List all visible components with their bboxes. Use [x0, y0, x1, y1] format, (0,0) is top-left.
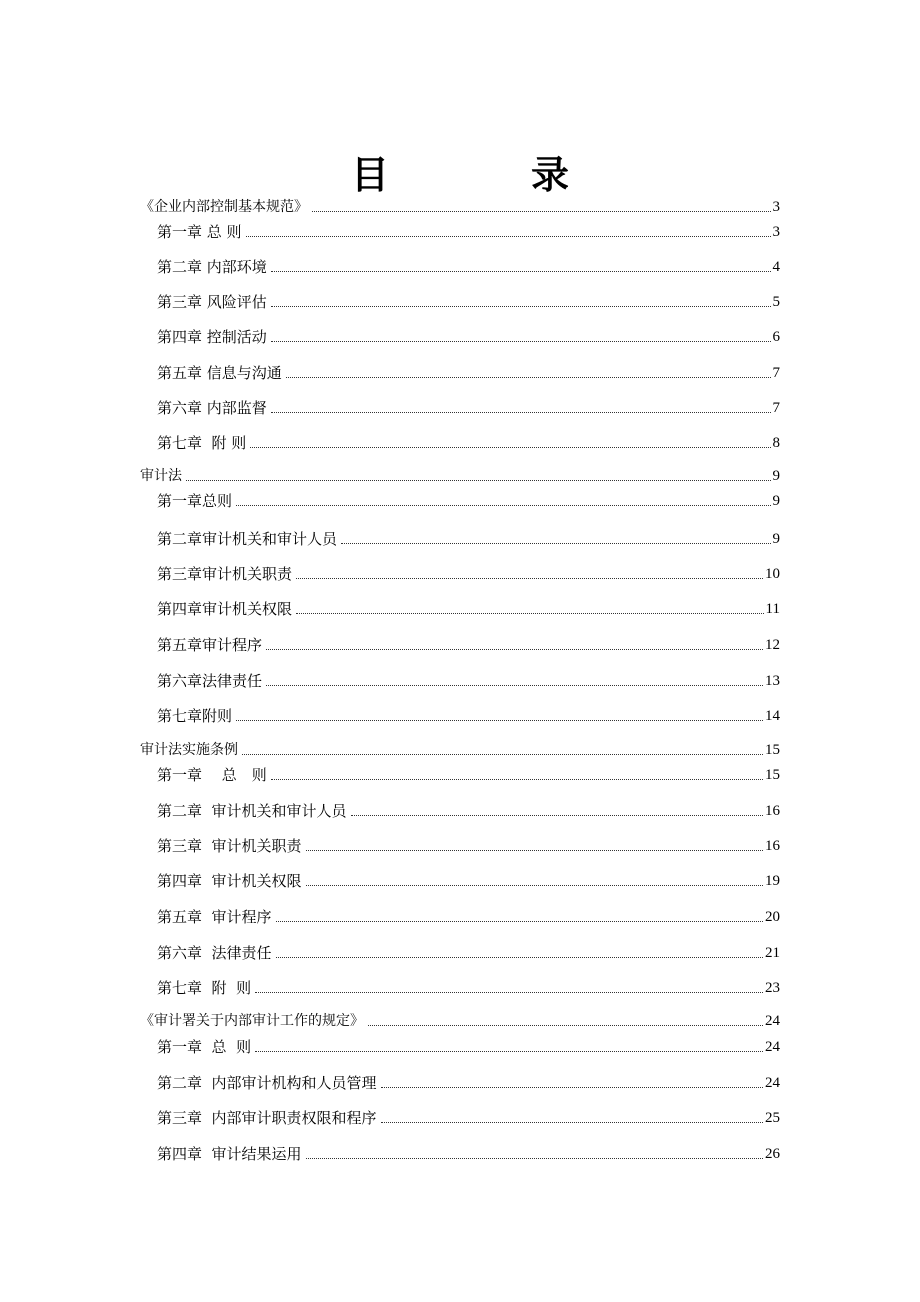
toc-page-number: 14: [765, 708, 780, 724]
toc-page-number: 16: [765, 803, 780, 819]
toc-page-number: 3: [772, 224, 780, 240]
toc-entry-title: 第五章审计程序: [157, 636, 263, 654]
toc-chapter-entry[interactable]: [157, 868, 780, 890]
toc-entry-title: 第一章 总 则: [157, 223, 242, 241]
toc-entry-title: 第六章 法律责任: [157, 944, 272, 962]
toc-leader-dots: [266, 649, 763, 650]
toc-entry-title: 第五章 信息与沟通: [157, 364, 282, 382]
toc-chapter-entry[interactable]: [157, 904, 780, 926]
toc-entry-title: 第五章 审计程序: [157, 908, 272, 926]
toc-entry-title: 第三章 内部审计职责权限和程序: [157, 1109, 377, 1127]
toc-leader-dots: [306, 885, 763, 886]
toc-leader-dots: [271, 271, 771, 272]
toc-chapter-entry[interactable]: [157, 324, 780, 346]
toc-entry-title: 第四章 审计机关权限: [157, 872, 302, 890]
toc-page-number: 20: [765, 909, 780, 925]
toc-page-number: 26: [765, 1146, 780, 1162]
toc-section-entry[interactable]: [140, 463, 780, 485]
toc-page-number: 5: [772, 294, 780, 310]
toc-page-number: 9: [772, 531, 780, 547]
toc-leader-dots: [286, 377, 771, 378]
toc-chapter-entry[interactable]: [157, 703, 780, 725]
toc-entry-title: 审计法: [140, 468, 182, 484]
toc-page-number: 8: [772, 435, 780, 451]
toc-chapter-entry[interactable]: [157, 395, 780, 417]
toc-page-number: 24: [765, 1075, 780, 1091]
toc-leader-dots: [351, 815, 763, 816]
toc-chapter-entry[interactable]: [157, 1070, 780, 1092]
toc-chapter-entry[interactable]: [157, 526, 780, 548]
toc-entry-title: 第三章 审计机关职责: [157, 837, 302, 855]
toc-page-number: 13: [765, 673, 780, 689]
toc-leader-dots: [250, 447, 770, 448]
toc-chapter-entry[interactable]: [157, 940, 780, 962]
toc-leader-dots: [296, 578, 763, 579]
toc-entry-title: 第二章 审计机关和审计人员: [157, 802, 347, 820]
toc-leader-dots: [296, 613, 764, 614]
toc-entry-title: 第二章审计机关和审计人员: [157, 530, 338, 548]
toc-page-number: 21: [765, 945, 780, 961]
toc-entry-title: 第二章 内部审计机构和人员管理: [157, 1074, 377, 1092]
toc-chapter-entry[interactable]: [157, 360, 780, 382]
toc-entry-title: 第三章审计机关职责: [157, 565, 293, 583]
toc-page-number: 6: [772, 329, 780, 345]
toc-entry-title: 第四章审计机关权限: [157, 600, 293, 618]
toc-leader-dots: [242, 754, 763, 755]
toc-chapter-entry[interactable]: [157, 596, 780, 618]
toc-entry-title: 第七章附则: [157, 707, 233, 725]
toc-chapter-entry[interactable]: [157, 975, 780, 997]
toc-page-number: 24: [765, 1013, 780, 1029]
toc-page-number: 4: [772, 259, 780, 275]
toc-page-number: 19: [765, 873, 780, 889]
toc-page-number: 9: [772, 493, 780, 509]
toc-entry-title: 第七章 附 则: [157, 434, 247, 452]
toc-section-entry[interactable]: [140, 194, 780, 216]
toc-entry-title: 第六章 内部监督: [157, 399, 267, 417]
toc-entry-title: 第四章 审计结果运用: [157, 1145, 302, 1163]
toc-leader-dots: [186, 480, 771, 481]
toc-entry-title: 第七章 附 则: [157, 979, 252, 997]
toc-chapter-entry[interactable]: [157, 254, 780, 276]
toc-leader-dots: [368, 1025, 763, 1026]
toc-page-number: 3: [772, 199, 780, 215]
toc-chapter-entry[interactable]: [157, 561, 780, 583]
toc-leader-dots: [341, 543, 770, 544]
toc-page-number: 12: [765, 637, 780, 653]
toc-chapter-entry[interactable]: [157, 1105, 780, 1127]
toc-leader-dots: [236, 505, 770, 506]
toc-leader-dots: [312, 211, 771, 212]
toc-section-entry[interactable]: [140, 1008, 780, 1030]
page-title: 目 录: [350, 152, 621, 197]
toc-page-number: 25: [765, 1110, 780, 1126]
toc-page-number: 7: [772, 365, 780, 381]
toc-entry-title: 第四章 控制活动: [157, 328, 267, 346]
toc-leader-dots: [255, 992, 763, 993]
toc-chapter-entry[interactable]: [157, 668, 780, 690]
toc-page-number: 15: [765, 767, 780, 783]
toc-leader-dots: [236, 720, 763, 721]
toc-leader-dots: [271, 412, 771, 413]
toc-page-number: 11: [765, 601, 780, 617]
toc-page-number: 15: [765, 742, 780, 758]
toc-entry-title: 第一章总则: [157, 492, 233, 510]
toc-leader-dots: [246, 236, 771, 237]
toc-leader-dots: [381, 1087, 763, 1088]
toc-chapter-entry[interactable]: [157, 798, 780, 820]
toc-entry-title: 第六章法律责任: [157, 672, 263, 690]
toc-chapter-entry[interactable]: [157, 762, 780, 784]
toc-page-number: 24: [765, 1039, 780, 1055]
toc-chapter-entry[interactable]: [157, 1034, 780, 1056]
toc-leader-dots: [266, 685, 763, 686]
toc-chapter-entry[interactable]: [157, 289, 780, 311]
toc-leader-dots: [276, 921, 763, 922]
toc-entry-title: 审计法实施条例: [140, 742, 238, 758]
toc-chapter-entry[interactable]: [157, 430, 780, 452]
toc-chapter-entry[interactable]: [157, 632, 780, 654]
toc-leader-dots: [271, 306, 771, 307]
toc-leader-dots: [255, 1051, 763, 1052]
toc-leader-dots: [381, 1122, 763, 1123]
toc-leader-dots: [276, 957, 763, 958]
toc-section-entry[interactable]: [140, 737, 780, 759]
toc-entry-title: 《审计署关于内部审计工作的规定》: [140, 1013, 364, 1029]
toc-chapter-entry[interactable]: [157, 488, 780, 510]
toc-page-number: 16: [765, 838, 780, 854]
toc-page-number: 10: [765, 566, 780, 582]
toc-chapter-entry[interactable]: [157, 1141, 780, 1163]
toc-page-number: 7: [772, 400, 780, 416]
toc-leader-dots: [271, 341, 771, 342]
toc-chapter-entry[interactable]: [157, 219, 780, 241]
toc-chapter-entry[interactable]: [157, 833, 780, 855]
toc-page-number: 23: [765, 980, 780, 996]
toc-leader-dots: [271, 779, 763, 780]
toc-leader-dots: [306, 850, 763, 851]
toc-entry-title: 第一章 总 则: [157, 1038, 252, 1056]
toc-entry-title: 第三章 风险评估: [157, 293, 267, 311]
toc-page-number: 9: [772, 468, 780, 484]
toc-entry-title: 第二章 内部环境: [157, 258, 267, 276]
toc-entry-title: 第一章 总 则: [157, 766, 267, 784]
toc-leader-dots: [306, 1158, 763, 1159]
toc-entry-title: 《企业内部控制基本规范》: [140, 199, 308, 215]
